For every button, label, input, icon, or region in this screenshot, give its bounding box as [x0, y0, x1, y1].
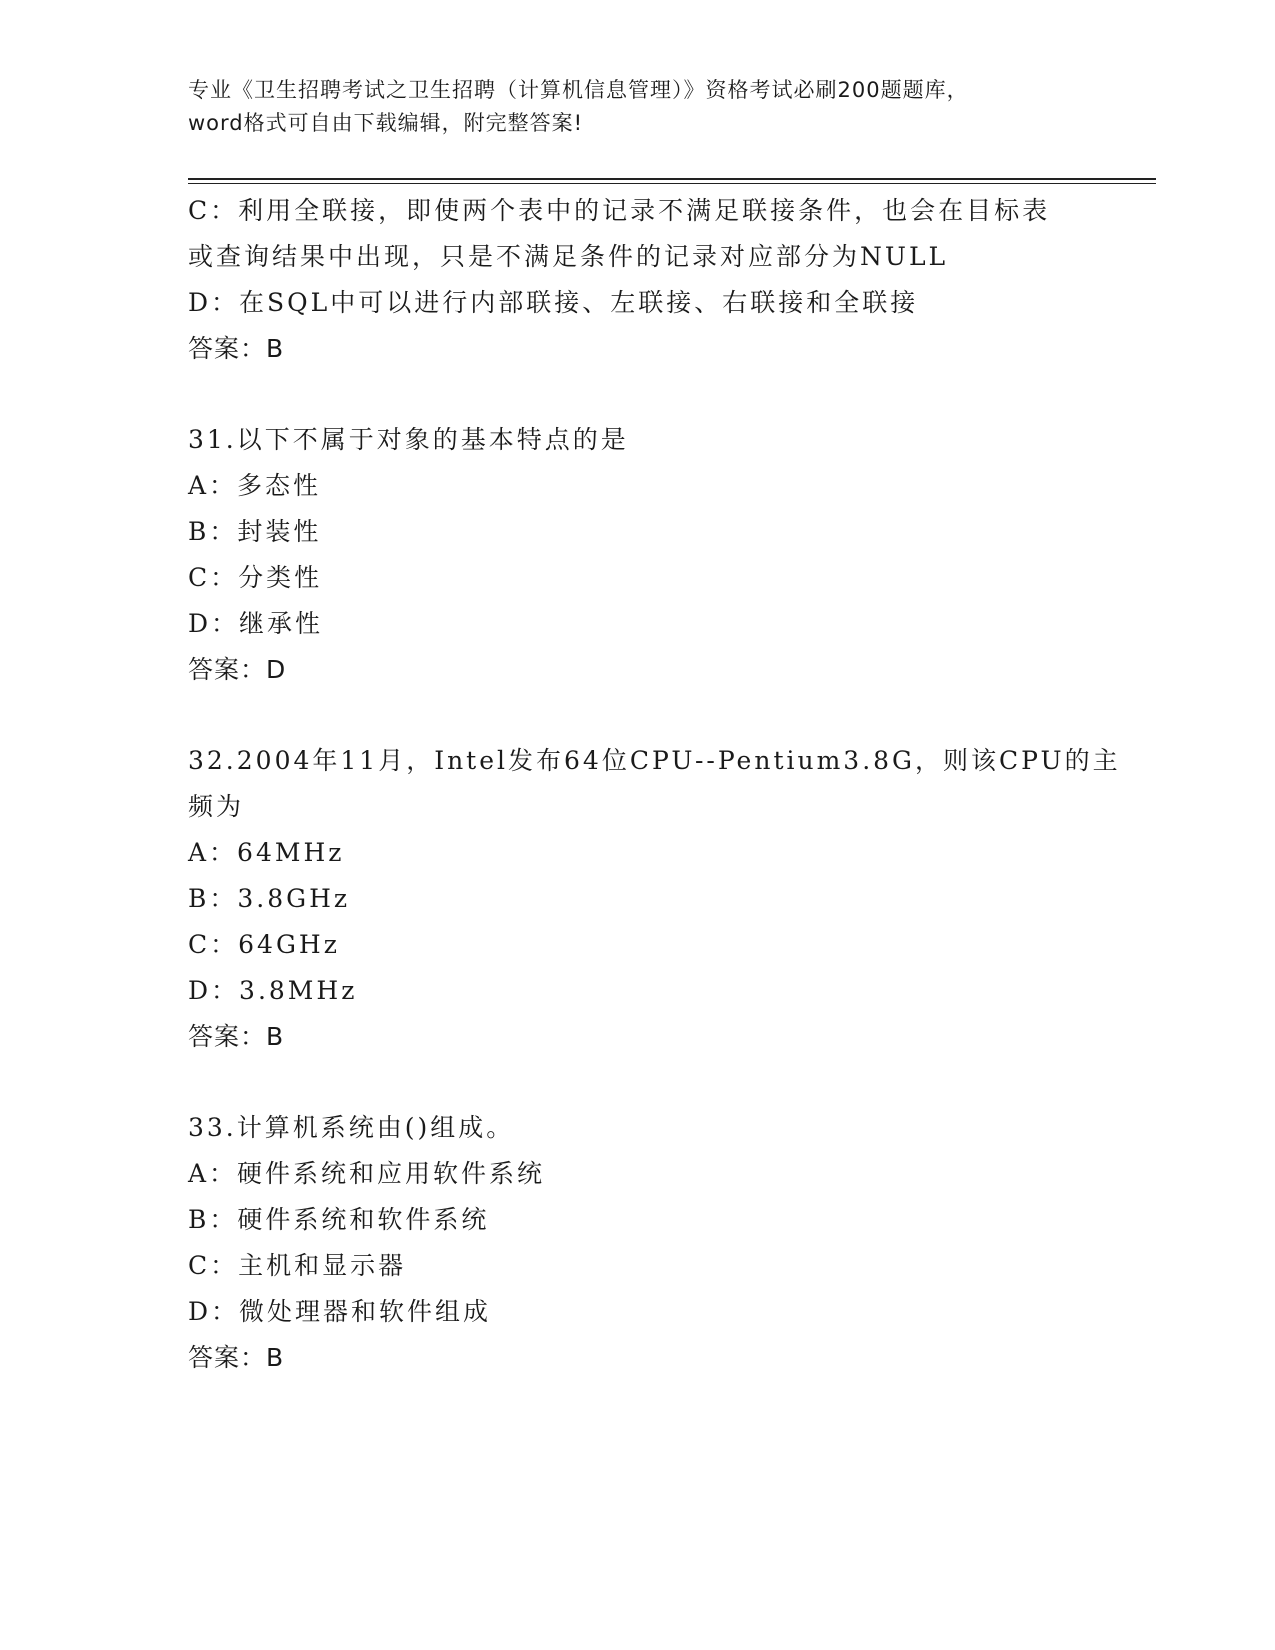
question-spacer — [188, 1060, 1088, 1105]
answer-line: 答案：B — [188, 1022, 285, 1051]
answer-line: 答案：B — [188, 1343, 285, 1372]
question-stem: 33.计算机系统由()组成。 — [188, 1113, 515, 1142]
question-spacer — [188, 372, 1088, 417]
header-title-line-2: word格式可自由下载编辑，附完整答案! — [188, 111, 584, 135]
option-d: D：继承性 — [188, 609, 324, 638]
answer-line: 答案：D — [188, 655, 287, 684]
option-c-line-2: 或查询结果中出现，只是不满足条件的记录对应部分为NULL — [188, 242, 949, 271]
option-c-line-1: C：利用全联接，即使两个表中的记录不满足联接条件，也会在目标表 — [188, 196, 1051, 225]
option-a: A：硬件系统和应用软件系统 — [188, 1159, 546, 1188]
header-title-line-1: 专业《卫生招聘考试之卫生招聘（计算机信息管理）》资格考试必刷200题题库， — [188, 78, 969, 102]
option-c: C：主机和显示器 — [188, 1251, 407, 1280]
answer-line: 答案：B — [188, 334, 285, 363]
question-block-30-continued — [188, 188, 1088, 372]
header-divider-thin — [188, 183, 1156, 184]
option-c: C：64GHz — [188, 930, 340, 959]
question-stem-line-1: 32.2004年11月，Intel发布64位CPU--Pentium3.8G，则该CPU的主 — [188, 746, 1121, 775]
question-block-31 — [188, 417, 1088, 693]
option-a: A：多态性 — [188, 471, 322, 500]
option-b: B：硬件系统和软件系统 — [188, 1205, 490, 1234]
option-a: A：64MHz — [188, 838, 345, 867]
question-spacer — [188, 693, 1088, 738]
question-block-33 — [188, 1105, 1088, 1381]
option-b: B：3.8GHz — [188, 884, 351, 913]
question-block-32 — [188, 738, 1121, 1060]
question-stem: 31.以下不属于对象的基本特点的是 — [188, 425, 629, 454]
option-b: B：封装性 — [188, 517, 322, 546]
option-d: D：在SQL中可以进行内部联接、左联接、右联接和全联接 — [188, 288, 919, 317]
question-content — [188, 188, 1121, 1381]
document-header — [188, 74, 1088, 140]
option-d: D：微处理器和软件组成 — [188, 1297, 492, 1326]
option-c: C：分类性 — [188, 563, 323, 592]
option-d: D：3.8MHz — [188, 976, 358, 1005]
question-stem-line-2: 频为 — [188, 792, 245, 821]
header-divider-thick — [188, 178, 1156, 180]
